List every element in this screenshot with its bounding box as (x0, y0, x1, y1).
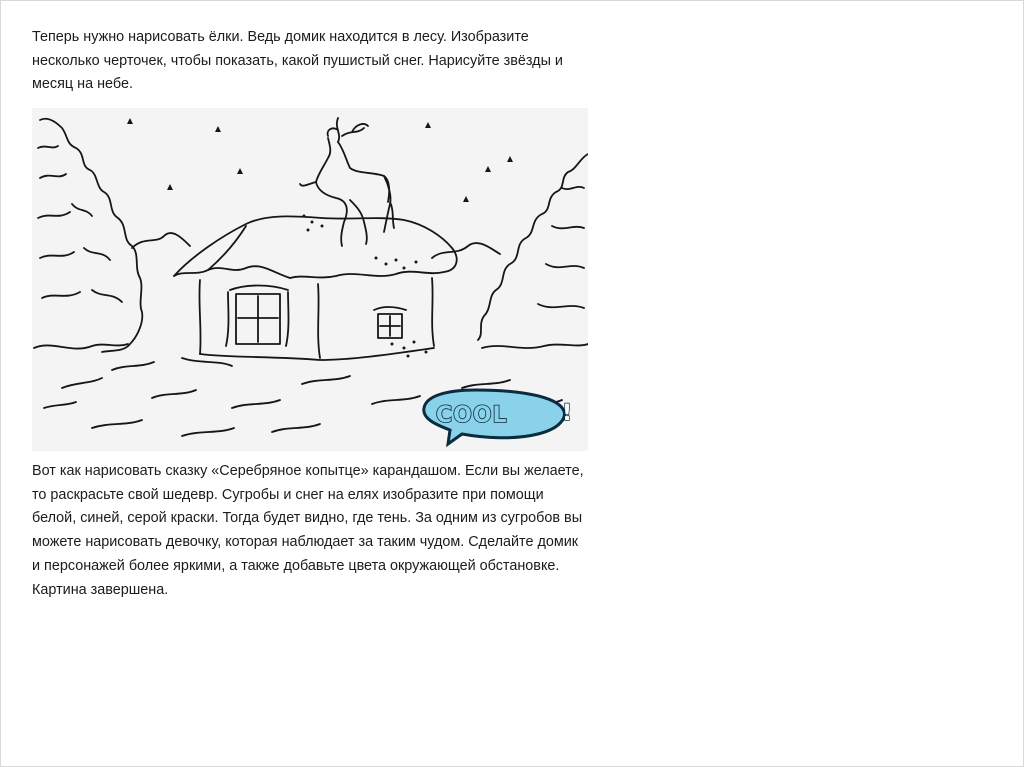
winter-sketch-illustration (32, 108, 588, 451)
left-fir-tree (34, 119, 142, 352)
badge-mark: ! (562, 401, 573, 426)
closing-paragraph: Вот как нарисовать сказку «Серебряное копытце» карандашом. Если вы желаете, то раскрасьте свой шедевр. Сугробы и снег на елях изобразите при помощи белой, синей, серой краски. Тогда будет видно, где тень. За одним из сугробов вы можете нарисовать девочку, которая наблюдает за таким чудом. Сделайте домик и персонажей более яркими, а также добавьте цвета окружающей обстановке. Картина завершена. (32, 463, 584, 598)
house (174, 216, 457, 360)
badge-text: COOL (436, 403, 508, 428)
cool-badge (424, 390, 572, 444)
sketch-drawing (32, 108, 588, 451)
intro-paragraph: Теперь нужно нарисовать ёлки. Ведь домик находится в лесу. Изобразите несколько черточек, чтобы показать, какой пушистый снег. Нарисуйте звёзды и месяц на небе. (32, 29, 563, 93)
snow-dots (303, 215, 428, 358)
deer (300, 118, 394, 246)
